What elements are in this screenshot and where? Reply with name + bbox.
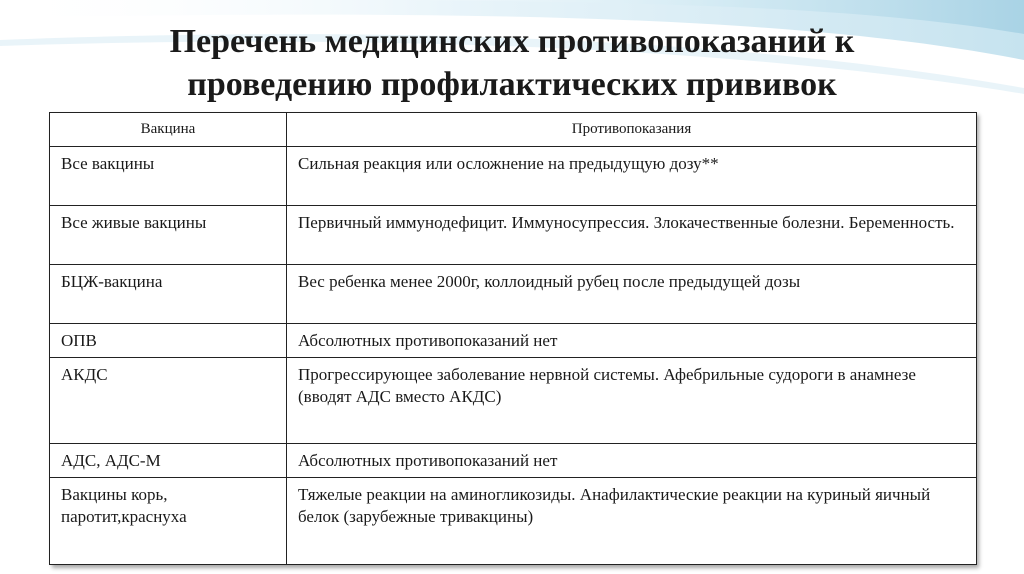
table-row [50, 147, 977, 206]
vaccine-cell: Все живые вакцины [50, 206, 287, 265]
contraindication-cell: Сильная реакция или осложнение на предыдущую дозу** [287, 147, 977, 206]
header-vaccine: Вакцина [50, 113, 287, 147]
contraindications-table-container [49, 112, 976, 565]
table-row [50, 265, 977, 324]
vaccine-cell: БЦЖ-вакцина [50, 265, 287, 324]
contraindication-cell: Вес ребенка менее 2000г, коллоидный рубец после предыдущей дозы [287, 265, 977, 324]
table-row [50, 324, 977, 358]
contraindication-cell: Первичный иммунодефицит. Иммуносупрессия. Злокачественные болезни. Беременность. [287, 206, 977, 265]
vaccine-cell: АДС, АДС-М [50, 444, 287, 478]
contraindication-cell: Абсолютных противопоказаний нет [287, 444, 977, 478]
table-row [50, 358, 977, 444]
table-row [50, 444, 977, 478]
slide-title [0, 20, 1024, 106]
vaccine-cell: Все вакцины [50, 147, 287, 206]
table-header-row [50, 113, 977, 147]
table-row [50, 478, 977, 565]
table-row [50, 206, 977, 265]
vaccine-cell: Вакцины корь, паротит,краснуха [50, 478, 287, 565]
vaccine-cell: АКДС [50, 358, 287, 444]
slide-title-line-2: проведению профилактических прививок [187, 66, 837, 103]
contraindication-cell: Абсолютных противопоказаний нет [287, 324, 977, 358]
vaccine-cell: ОПВ [50, 324, 287, 358]
contraindications-table [49, 112, 977, 565]
slide-title-line-1: Перечень медицинских противопоказаний к [169, 23, 855, 60]
contraindication-cell: Тяжелые реакции на аминогликозиды. Анафилактические реакции на куриный яичный белок (зарубежные тривакцины) [287, 478, 977, 565]
contraindication-cell: Прогрессирующее заболевание нервной системы. Афебрильные судороги в анамнезе (вводят АДС вместо АКДС) [287, 358, 977, 444]
header-contraindications: Противопоказания [287, 113, 977, 147]
